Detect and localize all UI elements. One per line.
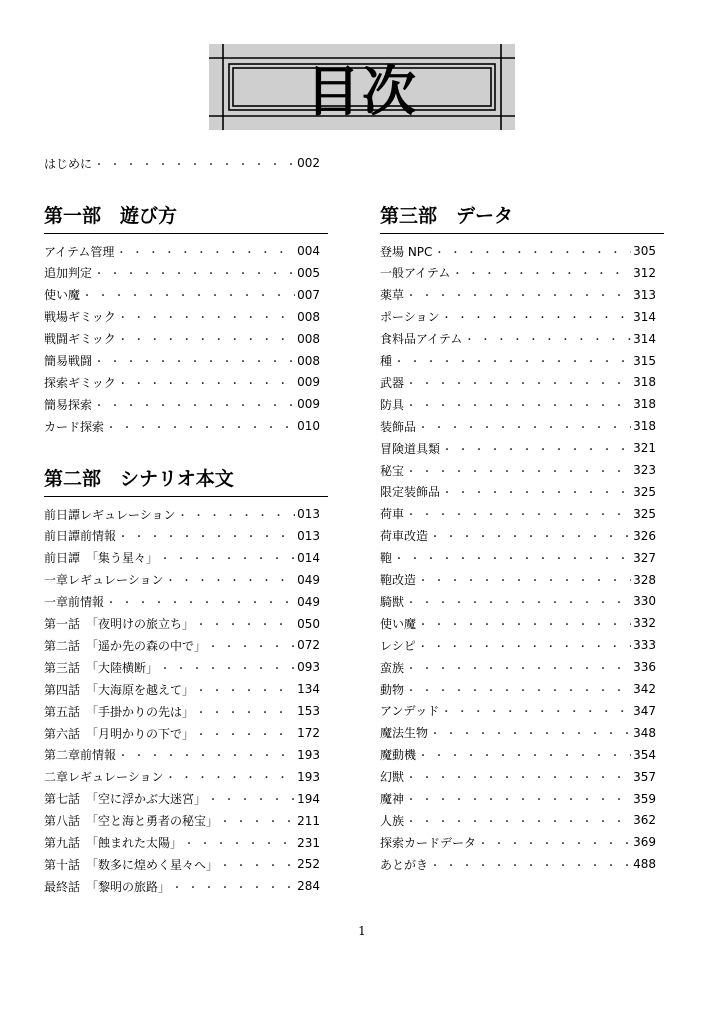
toc-entry [380, 504, 656, 524]
toc-entry-page: 049 [297, 594, 320, 609]
dot-leader [406, 397, 631, 412]
dot-leader [406, 375, 631, 390]
toc-entry-label: 鞄改造 [380, 573, 417, 587]
dot-leader [406, 769, 631, 784]
dot-leader [442, 441, 631, 456]
toc-entry [380, 526, 656, 546]
toc-entry-label: 簡易探索 [44, 397, 93, 412]
toc-entry [44, 701, 320, 721]
toc-entry-label: 武器 [380, 375, 405, 390]
toc-entry [44, 679, 320, 699]
dot-leader [220, 857, 295, 872]
toc-entry-label: 使い魔 [44, 288, 81, 303]
toc-entry-label: 魔法生物 [380, 726, 429, 741]
dot-leader [406, 682, 631, 697]
toc-entry-page: 153 [297, 704, 320, 719]
toc-entry [44, 263, 320, 283]
section-heading: 第二部 シナリオ本文 [44, 462, 328, 497]
toc-entry [380, 285, 656, 305]
section-heading: 第三部 データ [380, 199, 664, 234]
dot-leader [160, 660, 295, 675]
dot-leader [166, 572, 296, 587]
toc-entry [380, 241, 656, 261]
toc-entry [380, 613, 656, 633]
toc-entry-page: 336 [633, 660, 656, 675]
dot-leader [196, 682, 295, 697]
toc-entry [380, 854, 656, 874]
toc-entry [44, 789, 320, 809]
page-number: 1 [358, 924, 366, 938]
toc-entry-label: 蛮族 [380, 660, 405, 675]
toc-entry-label: 限定装飾品 [380, 485, 441, 500]
toc-entry [380, 657, 656, 677]
toc-entry-label: 第七話 「空に浮かぶ大迷宮」 [44, 792, 207, 807]
dot-leader [406, 791, 631, 806]
toc-entry-page: 348 [633, 725, 656, 740]
toc-entry-page: 354 [633, 747, 656, 762]
toc-entry-page: 193 [297, 769, 320, 784]
toc-entry-page: 007 [297, 287, 320, 302]
toc-entry [380, 810, 656, 830]
dot-leader [118, 375, 295, 390]
dot-leader [430, 725, 631, 740]
toc-entry [380, 679, 656, 699]
toc-entry-label: あとがき [380, 857, 429, 872]
toc-entry [380, 635, 656, 655]
toc-entry-page: 049 [297, 572, 320, 587]
toc-entry-label: 冒険道具類 [380, 441, 441, 456]
toc-entry [44, 833, 320, 853]
toc-entry-page: 318 [633, 419, 656, 434]
dot-leader [406, 813, 631, 828]
toc-entry-page: 359 [633, 791, 656, 806]
toc-entry-label: 使い魔 [380, 616, 417, 631]
toc-entry-page: 318 [633, 397, 656, 412]
toc-entry-page: 369 [633, 835, 656, 850]
toc-entry [44, 153, 320, 173]
toc-entry [44, 548, 320, 568]
toc-entry [380, 701, 656, 721]
toc-entry-page: 357 [633, 769, 656, 784]
toc-entry-label: 秘宝 [380, 463, 405, 478]
toc-entry-page: 008 [297, 353, 320, 368]
toc-entry-label: 二章レギュレーション [44, 770, 164, 785]
dot-leader [394, 353, 631, 368]
toc-entry-label: 第六話 「月明かりの下で」 [44, 726, 195, 741]
toc-entry-page: 325 [633, 484, 656, 499]
toc-entry-label: はじめに [44, 156, 93, 171]
toc-entry [380, 438, 656, 458]
toc-entry-label: 追加判定 [44, 266, 93, 281]
toc-entry [380, 723, 656, 743]
toc-entry [380, 372, 656, 392]
toc-entry-label: 魔動機 [380, 748, 417, 763]
dot-leader [442, 309, 632, 324]
dot-leader [118, 747, 295, 762]
toc-entry [44, 854, 320, 874]
toc-entry [380, 832, 656, 852]
toc-entry-label: 最終話 「黎明の旅路」 [44, 879, 171, 894]
dot-leader [118, 309, 295, 324]
toc-entry-page: 313 [633, 287, 656, 302]
toc-entry-label: 探索ギミック [44, 375, 116, 390]
toc-entry-page: 134 [297, 682, 320, 697]
toc-entry-page: 005 [297, 265, 320, 280]
toc-entry-page: 014 [297, 550, 320, 565]
toc-entry-page: 347 [633, 703, 656, 718]
dot-leader [406, 287, 631, 302]
dot-leader [94, 353, 295, 368]
toc-entry-page: 318 [633, 375, 656, 390]
toc-entry-page: 314 [633, 331, 656, 346]
toc-entry-label: 荷車改造 [380, 529, 429, 544]
dot-leader [118, 331, 295, 346]
toc-entry [44, 635, 320, 655]
toc-entry-page: 315 [633, 353, 656, 368]
toc-entry-label: 一般アイテム [380, 266, 451, 281]
toc-entry-label: 戦闘ギミック [44, 332, 116, 347]
dot-leader [94, 397, 295, 412]
dot-leader [452, 265, 631, 280]
dot-leader [394, 550, 631, 565]
dot-leader [118, 528, 295, 543]
toc-entry-label: 食料品アイテム [380, 332, 463, 347]
toc-entry-page: 312 [633, 265, 656, 280]
toc-entry [44, 876, 320, 896]
dot-leader [430, 528, 631, 543]
toc-entry-page: 211 [297, 813, 320, 828]
toc-entry-label: 前日譚レギュレーション [44, 507, 176, 522]
toc-entry-label: 登場 NPC [380, 244, 433, 259]
toc-entry-page: 193 [297, 747, 320, 762]
toc-entry [44, 592, 320, 612]
dot-leader [220, 813, 295, 828]
toc-entry [380, 591, 656, 611]
dot-leader [442, 484, 631, 499]
toc-entry-page: 328 [633, 572, 656, 587]
toc-entry-page: 010 [297, 419, 320, 434]
toc-entry-label: アイテム管理 [44, 244, 115, 259]
toc-entry [44, 745, 320, 765]
toc-entry-page: 284 [297, 879, 320, 894]
toc-entry [44, 614, 320, 634]
dot-leader [406, 660, 631, 675]
toc-entry [44, 394, 320, 414]
toc-entry-page: 231 [297, 835, 320, 850]
toc-entry-label: 装飾品 [380, 419, 417, 434]
toc-entry-page: 172 [297, 726, 320, 740]
dot-leader [184, 835, 295, 850]
toc-entry-label: 騎獣 [380, 594, 405, 609]
toc-entry-label: 第一話 「夜明けの旅立ち」 [44, 617, 195, 631]
toc-entry-label: 一章レギュレーション [44, 573, 164, 588]
toc-entry [44, 351, 320, 371]
toc-entry [44, 285, 320, 305]
dot-leader [106, 419, 295, 434]
toc-entry-label: 一章前情報 [44, 595, 105, 610]
toc-entry [380, 416, 656, 436]
toc-entry-label: 第二話 「遥か先の森の中で」 [44, 638, 207, 653]
toc-entry [380, 263, 656, 283]
toc-entry-label: 荷車 [380, 507, 405, 522]
dot-leader [406, 506, 631, 521]
toc-entry-page: 013 [297, 507, 320, 521]
toc-entry [380, 329, 656, 349]
toc-entry-label: カード探索 [44, 419, 105, 434]
toc-entry-page: 305 [633, 244, 656, 258]
toc-entry-label: 簡易戦闘 [44, 354, 93, 368]
dot-leader [172, 879, 295, 894]
toc-entry-page: 314 [633, 309, 656, 324]
toc-entry-label: 第八話 「空と海と勇者の秘宝」 [44, 814, 219, 829]
toc-entry [44, 329, 320, 349]
toc-entry [380, 351, 656, 371]
toc-entry [380, 745, 656, 765]
toc-entry-page: 330 [633, 594, 656, 609]
toc-entry-label: 前日譚 「集う星々」 [44, 551, 159, 566]
toc-entry-page: 327 [633, 550, 656, 565]
toc-entry-label: 第五話 「手掛かりの先は」 [44, 704, 195, 719]
dot-leader [94, 156, 295, 171]
toc-entry [44, 416, 320, 436]
toc-entry [380, 307, 656, 327]
toc-entry-page: 008 [297, 309, 320, 324]
toc-entry-page: 009 [297, 397, 320, 412]
toc-entry [380, 767, 656, 787]
toc-entry-page: 333 [633, 638, 656, 653]
toc-entry [380, 460, 656, 480]
toc-entry-page: 093 [297, 660, 320, 675]
toc-entry [44, 307, 320, 327]
toc-entry-page: 013 [297, 528, 320, 543]
toc-entry-page: 194 [297, 791, 320, 806]
toc-entry-page: 004 [297, 244, 320, 258]
dot-leader [208, 638, 295, 653]
dot-leader [430, 857, 631, 872]
toc-entry-label: 第十話 「数多に煌めく星々へ」 [44, 857, 219, 872]
dot-leader [418, 616, 631, 631]
toc-entry [44, 241, 320, 261]
toc-entry-page: 362 [633, 813, 656, 828]
toc-entry-label: 種 [380, 354, 393, 368]
dot-leader [406, 463, 631, 478]
toc-entry-page: 321 [633, 441, 656, 456]
toc-entry-label: ポーション [380, 310, 440, 325]
toc-entry-label: 第三話 「大陸横断」 [44, 660, 159, 675]
toc-entry [44, 504, 320, 524]
dot-leader [196, 616, 295, 631]
toc-entry [44, 657, 320, 677]
dot-leader [94, 265, 295, 280]
toc-entry-page: 008 [297, 331, 320, 346]
toc-entry [44, 767, 320, 787]
toc-entry-page: 072 [297, 638, 320, 653]
toc-entry-label: 第四話 「大海原を越えて」 [44, 682, 195, 697]
dot-leader [116, 244, 295, 259]
toc-entry-page: 326 [633, 528, 656, 543]
dot-leader [166, 769, 296, 784]
toc-entry-page: 323 [633, 463, 656, 477]
dot-leader [406, 594, 631, 609]
dot-leader [418, 419, 631, 434]
toc-entry-label: 鞄 [380, 551, 393, 566]
dot-leader [464, 331, 631, 346]
toc-entry-label: 人族 [380, 813, 405, 828]
page-title: 目次 [306, 58, 418, 123]
toc-entry-label: 探索カードデータ [380, 835, 477, 850]
toc-entry-page: 342 [633, 682, 656, 696]
toc-entry [44, 372, 320, 392]
toc-entry [44, 570, 320, 590]
toc-entry-label: 幻獣 [380, 770, 405, 785]
toc-entry-label: 第二章前情報 [44, 748, 117, 763]
toc-entry-label: 防具 [380, 397, 405, 412]
toc-entry [380, 482, 656, 502]
toc-entry-label: アンデッド [380, 704, 440, 719]
toc-entry [44, 526, 320, 546]
dot-leader [160, 550, 295, 565]
toc-entry [380, 570, 656, 590]
dot-leader [196, 704, 295, 719]
toc-entry-page: 002 [297, 156, 320, 170]
dot-leader [82, 287, 295, 302]
dot-leader [196, 726, 295, 741]
dot-leader [418, 747, 631, 762]
toc-entry-page: 488 [633, 857, 656, 872]
toc-entry-page: 252 [297, 857, 320, 872]
toc-entry [44, 723, 320, 743]
toc-entry-page: 332 [633, 616, 656, 631]
dot-leader [106, 594, 295, 609]
dot-leader [434, 244, 631, 259]
toc-entry-label: 動物 [380, 682, 405, 697]
toc-entry-label: 魔神 [380, 792, 405, 806]
toc-title-box [209, 44, 515, 130]
toc-entry-page: 009 [297, 375, 320, 390]
toc-entry [380, 548, 656, 568]
toc-entry-page: 325 [633, 506, 656, 521]
dot-leader [418, 572, 631, 587]
dot-leader [178, 507, 296, 522]
dot-leader [418, 638, 631, 653]
dot-leader [441, 703, 631, 718]
toc-entry [380, 394, 656, 414]
toc-entry-label: 前日譚前情報 [44, 529, 117, 544]
dot-leader [478, 835, 631, 850]
toc-entry-label: 薬草 [380, 288, 405, 303]
dot-leader [208, 791, 295, 806]
toc-entry [44, 811, 320, 831]
toc-entry-label: レシピ [380, 638, 416, 653]
toc-entry-page: 050 [297, 616, 320, 631]
toc-entry [380, 789, 656, 809]
toc-entry-label: 第九話 「蝕まれた太陽」 [44, 836, 183, 850]
section-heading: 第一部 遊び方 [44, 199, 328, 234]
toc-entry-label: 戦場ギミック [44, 310, 116, 325]
